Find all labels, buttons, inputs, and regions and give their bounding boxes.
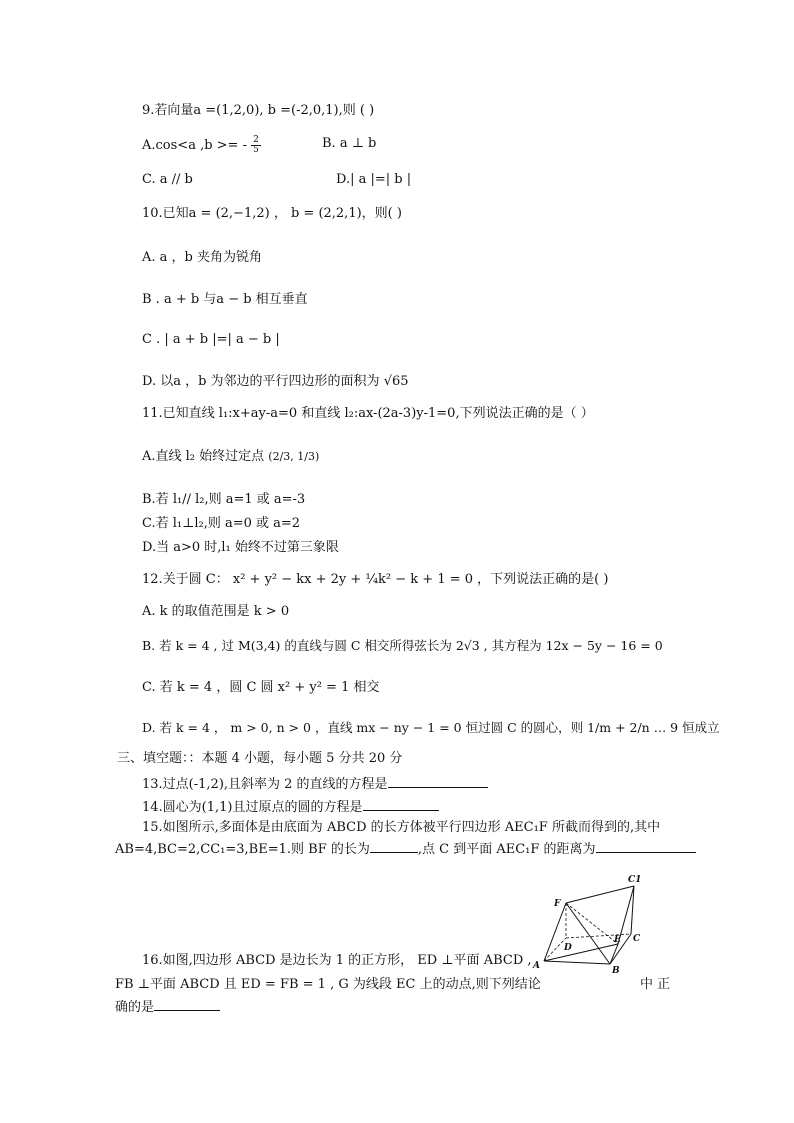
q13-answer-blank <box>388 775 488 788</box>
q15-line-2 <box>115 840 696 858</box>
q10-option-a: A. a ，b 夹角为锐角 <box>142 250 262 265</box>
q12-option-d: D. 若 k = 4 ， m > 0, n > 0 ，直线 mx − ny − 1 = 0 恒过圆 C 的圆心，则 1/m + 2/n … 9 恒成立 <box>142 720 720 735</box>
q11-option-a <box>142 449 319 465</box>
q15-answer-blank-2 <box>596 840 696 853</box>
q9-stem: 9.若向量a =(1,2,0), b =(-2,0,1),则 ( ) <box>142 103 375 118</box>
edge-a-d <box>544 938 566 961</box>
label-a: A <box>533 961 540 971</box>
q16-line-2: FB ⊥平面 ABCD 且 ED = FB = 1 , G 为线段 EC 上的动点,则下列结论 <box>115 977 541 992</box>
q12-stem: 12.关于圆 C： x² + y² − kx + 2y + ¼k² − k + 1 = 0 ，下列说法正确的是( ) <box>142 572 609 587</box>
q14-text: 14.圆心为(1,1)且过原点的圆的方程是 <box>142 800 363 815</box>
q11-option-c: C.若 l₁⊥l₂,则 a=0 或 a=2 <box>142 516 301 531</box>
q12-option-c: C. 若 k = 4 ，圆 C 圆 x² + y² = 1 相交 <box>142 680 380 695</box>
q13-text: 13.过点(-1,2),且斜率为 2 的直线的方程是 <box>142 777 388 792</box>
label-b: B <box>612 966 620 976</box>
q12-option-a: A. k 的取值范围是 k > 0 <box>142 604 290 619</box>
q16-line-3 <box>115 998 220 1016</box>
q14-answer-blank <box>363 798 439 811</box>
label-e: E <box>614 935 621 945</box>
edge-f-a <box>544 903 566 961</box>
q14 <box>142 798 439 816</box>
edge-a-b <box>544 961 610 964</box>
q9-option-a <box>142 136 261 155</box>
q11-option-b: B.若 l₁// l₂,则 a=1 或 a=-3 <box>142 492 306 507</box>
q9-option-c: C. a // b <box>142 172 193 187</box>
q15-line-1: 15.如图所示,多面体是由底面为 ABCD 的长方体被平行四边形 AEC₁F 所截而得到的,其中 <box>142 820 661 835</box>
q9-frac-den: 5 <box>253 145 259 155</box>
q11-option-d: D.当 a>0 时,l₁ 始终不过第三象限 <box>142 540 339 555</box>
q15-line-2a: AB=4,BC=2,CC₁=3,BE=1.则 BF 的长为 <box>115 842 370 857</box>
q16-line-3-text: 确的是 <box>115 1000 155 1015</box>
q10-stem: 10.已知a = (2,−1,2) ， b = (2,2,1)，则( ) <box>142 206 402 221</box>
q16-answer-blank <box>154 998 220 1011</box>
label-d: D <box>564 943 572 953</box>
q9-option-a-fraction <box>251 136 261 155</box>
q9-option-a-text: A.cos<a ,b >= - <box>142 138 247 153</box>
q12-option-b: B. 若 k = 4 , 过 M(3,4) 的直线与圆 C 相交所得弦长为 2√3 , 其方程为 12x − 5y − 16 = 0 <box>142 638 663 653</box>
q16-line-1: 16.如图,四边形 ABCD 是边长为 1 的正方形， ED ⊥平面 ABCD , <box>142 953 532 968</box>
label-f: F <box>554 899 561 909</box>
label-c1: C1 <box>628 875 642 885</box>
label-c: C <box>633 934 641 944</box>
edge-f-c1 <box>566 886 634 903</box>
q13 <box>142 775 488 793</box>
q15-answer-blank-1 <box>370 840 418 853</box>
q10-option-c: C . | a + b |=| a − b | <box>142 332 280 347</box>
q10-option-b: B . a + b 与a − b 相互垂直 <box>142 292 308 307</box>
q9-frac-num: 2 <box>253 135 259 145</box>
figure-edges <box>544 886 634 964</box>
edge-a-e <box>544 944 618 961</box>
q11-stem: 11.已知直线 l₁:x+ay-a=0 和直线 l₂:ax-(2a-3)y-1=0,下列说法正确的是（ ） <box>142 406 594 421</box>
q10-option-d: D. 以a ，b 为邻边的平行四边形的面积为 √65 <box>142 374 409 389</box>
polyhedron-figure <box>532 872 652 976</box>
section-3-heading: 三、填空题：：本题 4 小题，每小题 5 分共 20 分 <box>117 751 403 766</box>
q11-option-a-point: (2/3, 1/3) <box>268 450 320 463</box>
q9-option-d: D.| a |=| b | <box>336 172 412 187</box>
q9-option-b: B. a ⊥ b <box>322 136 377 151</box>
q15-line-2b: ,点 C 到平面 AEC₁F 的距离为 <box>417 842 596 857</box>
q16-line-2-tail: 中 正 <box>640 977 671 992</box>
q11-option-a-text: A.直线 l₂ 始终过定点 <box>142 449 265 464</box>
edge-d-c <box>566 934 631 938</box>
